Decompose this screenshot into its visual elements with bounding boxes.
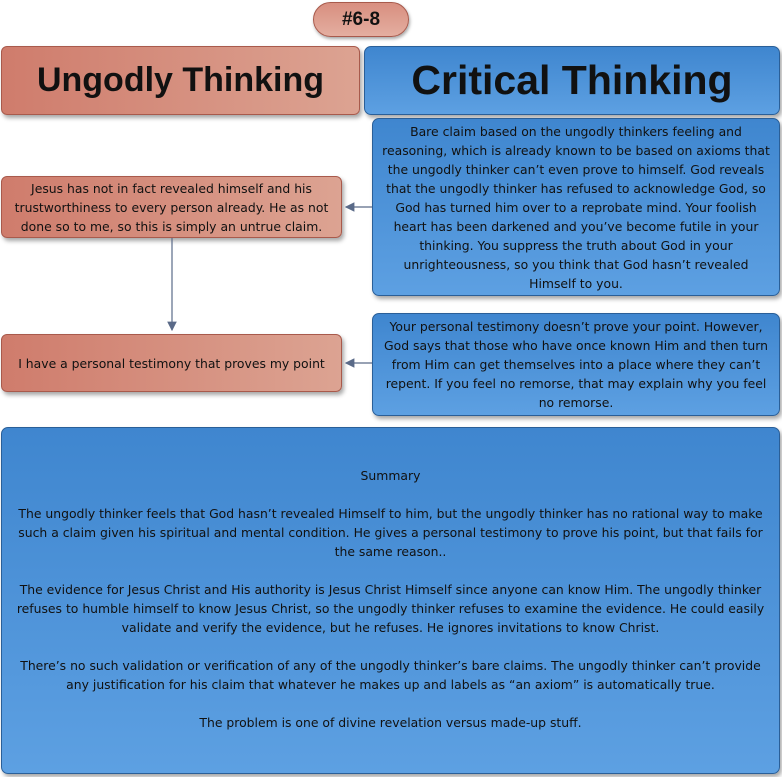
response-box-1: Bare claim based on the ungodly thinkers feeling and reasoning, which is already known to be based on axioms that the ungodly thinker can’t even prove to himself. God reveals that the ungodly thinker has refused to acknowledge God, so God has turned him over to a reprobate mind. Your foolish heart has been darkened and you’ve become futile in your thinking. You suppress the truth about God in your unrighteousness, so you think that God hasn’t revealed Himself to you.	[372, 118, 780, 296]
summary-paragraph-1: The ungodly thinker feels that God hasn’t revealed Himself to him, but the ungodly thinker has no rational way to make such a claim given his spiritual and mental condition. He gives a personal testimony to prove his point, but that fails for the same reason..	[18, 506, 763, 559]
diagram-tag: #6-8	[313, 2, 409, 37]
header-critical-thinking: Critical Thinking	[364, 46, 780, 115]
summary-paragraph-4: The problem is one of divine revelation versus made-up stuff.	[199, 715, 582, 730]
claim-box-2: I have a personal testimony that proves my point	[1, 334, 342, 392]
summary-box	[1, 427, 780, 774]
summary-title: Summary	[360, 468, 421, 483]
claim-box-1: Jesus has not in fact revealed himself and his trustworthiness to every person already. He as not done so to me, so this is simply an untrue claim.	[1, 176, 342, 238]
header-ungodly-thinking: Ungodly Thinking	[1, 46, 360, 115]
response-box-2: Your personal testimony doesn’t prove your point. However, God says that those who have once known Him and then turn from Him can get themselves into a place where they can’t repent. If you feel no remorse, that may explain why you feel no remorse.	[372, 313, 780, 416]
summary-paragraph-2: The evidence for Jesus Christ and His authority is Jesus Christ Himself since anyone can know Him. The ungodly thinker refuses to humble himself to know Jesus Christ, so the ungodly thinker refuses to examine the evidence. He could easily validate and verify the evidence, but he refuses. He ignores invitations to know Christ.	[16, 582, 765, 635]
summary-paragraph-3: There’s no such validation or verification of any of the ungodly thinker’s bare claims. The ungodly thinker can’t provide any justification for his claim that whatever he makes up and labels as “an axiom” is automatically true.	[20, 658, 761, 692]
